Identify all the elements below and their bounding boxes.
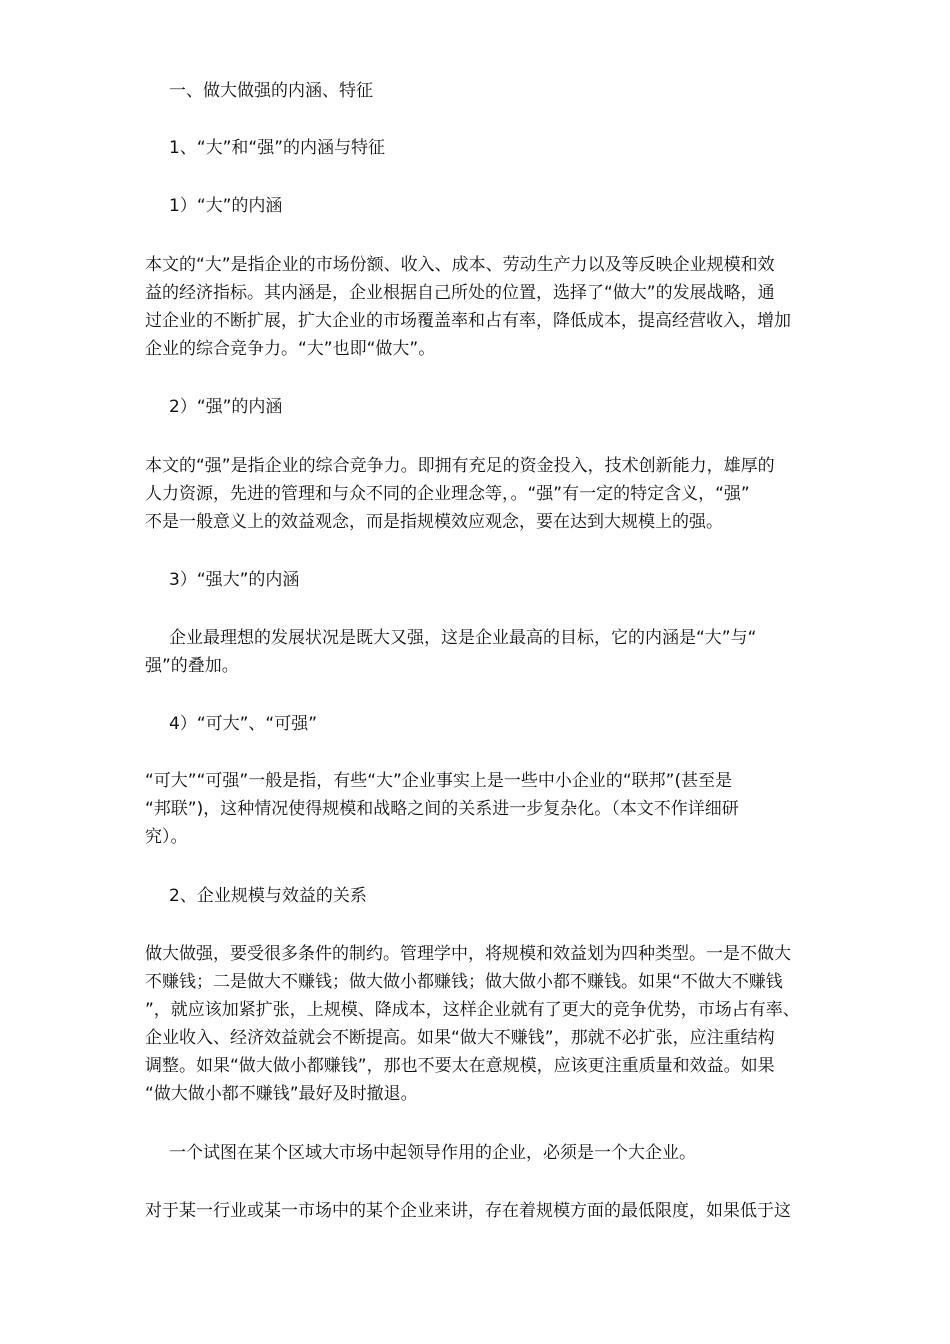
text-line: 人力资源，先进的管理和与众不同的企业理念等，。“强”有一定的特定含义，“强” [145,484,750,504]
text-line: “做大做小都不赚钱”最好及时撤退。 [145,1084,418,1104]
text-line: 一个试图在某个区域大市场中起领导作用的企业，必须是一个大企业。 [169,1143,696,1163]
text-line: 不赚钱；二是做大不赚钱；做大做小都赚钱；做大做小都不赚钱。如果“不做大不赚钱 [145,972,783,992]
heading-item-1 [145,192,905,220]
text-line: 1）“大”的内涵 [169,196,283,216]
paragraph-minimum-scale [145,1197,881,1225]
paragraph-keda-keqiang [145,767,881,851]
heading-subsection-1 [145,134,905,162]
paragraph-scale-benefit [145,940,881,1108]
text-line: ”，就应该加紧扩张，上规模、降成本，这样企业就有了更大的竞争优势，市场占有率、 [145,1000,800,1020]
text-line: 本文的“大”是指企业的市场份额、收入、成本、劳动生产力以及等反映企业规模和效 [145,255,775,275]
heading-item-3 [145,566,905,594]
text-line: “可大”“可强”一般是指，有些“大”企业事实上是一些中小企业的“联邦”(甚至是 [145,771,733,791]
text-line: 不是一般意义上的效益观念，而是指规模效应观念，要在达到大规模上的强。 [145,512,723,532]
text-line: 企业的综合竞争力。“大”也即“做大”。 [145,339,436,359]
paragraph-da-meaning [145,251,881,363]
text-line: 2、企业规模与效益的关系 [169,886,367,906]
paragraph-qiangda-meaning [145,624,881,680]
text-line: 企业最理想的发展状况是既大又强，这是企业最高的目标，它的内涵是“大”与“ [169,628,757,648]
heading-section-1 [145,77,905,105]
text-line: 究）。 [145,827,188,847]
text-line: 企业收入、经济效益就会不断提高。如果“做大不赚钱”，那就不必扩张，应注重结构 [145,1028,775,1048]
paragraph-qiang-meaning [145,452,881,536]
text-line: “邦联”)，这种情况使得规模和战略之间的关系进一步复杂化。（本文不作详细研 [145,799,739,819]
heading-item-4 [145,710,905,738]
text-line: 益的经济指标。其内涵是，企业根据自己所处的位置，选择了“做大”的发展战略，通 [145,283,775,303]
text-line: 2）“强”的内涵 [169,397,283,417]
text-line: 对于某一行业或某一市场中的某个企业来讲，存在着规模方面的最低限度，如果低于这 [145,1201,791,1221]
text-line: 4）“可大”、“可强” [169,714,318,734]
heading-subsection-2 [145,882,905,910]
text-line: 1、“大”和“强”的内涵与特征 [169,138,386,158]
text-line: 强”的叠加。 [145,656,239,676]
paragraph-leading-enterprise [145,1139,905,1167]
text-line: 本文的“强”是指企业的综合竞争力。即拥有充足的资金投入，技术创新能力，雄厚的 [145,456,775,476]
heading-item-2 [145,393,905,421]
text-line: 一、做大做强的内涵、特征 [169,81,373,101]
text-line: 做大做强，要受很多条件的制约。管理学中，将规模和效益划为四种类型。一是不做大 [145,944,791,964]
text-line: 过企业的不断扩展，扩大企业的市场覆盖率和占有率，降低成本，提高经营收入，增加 [145,311,791,331]
text-line: 3）“强大”的内涵 [169,570,300,590]
text-line: 调整。如果“做大做小都赚钱”，那也不要太在意规模，应该更注重质量和效益。如果 [145,1056,775,1076]
